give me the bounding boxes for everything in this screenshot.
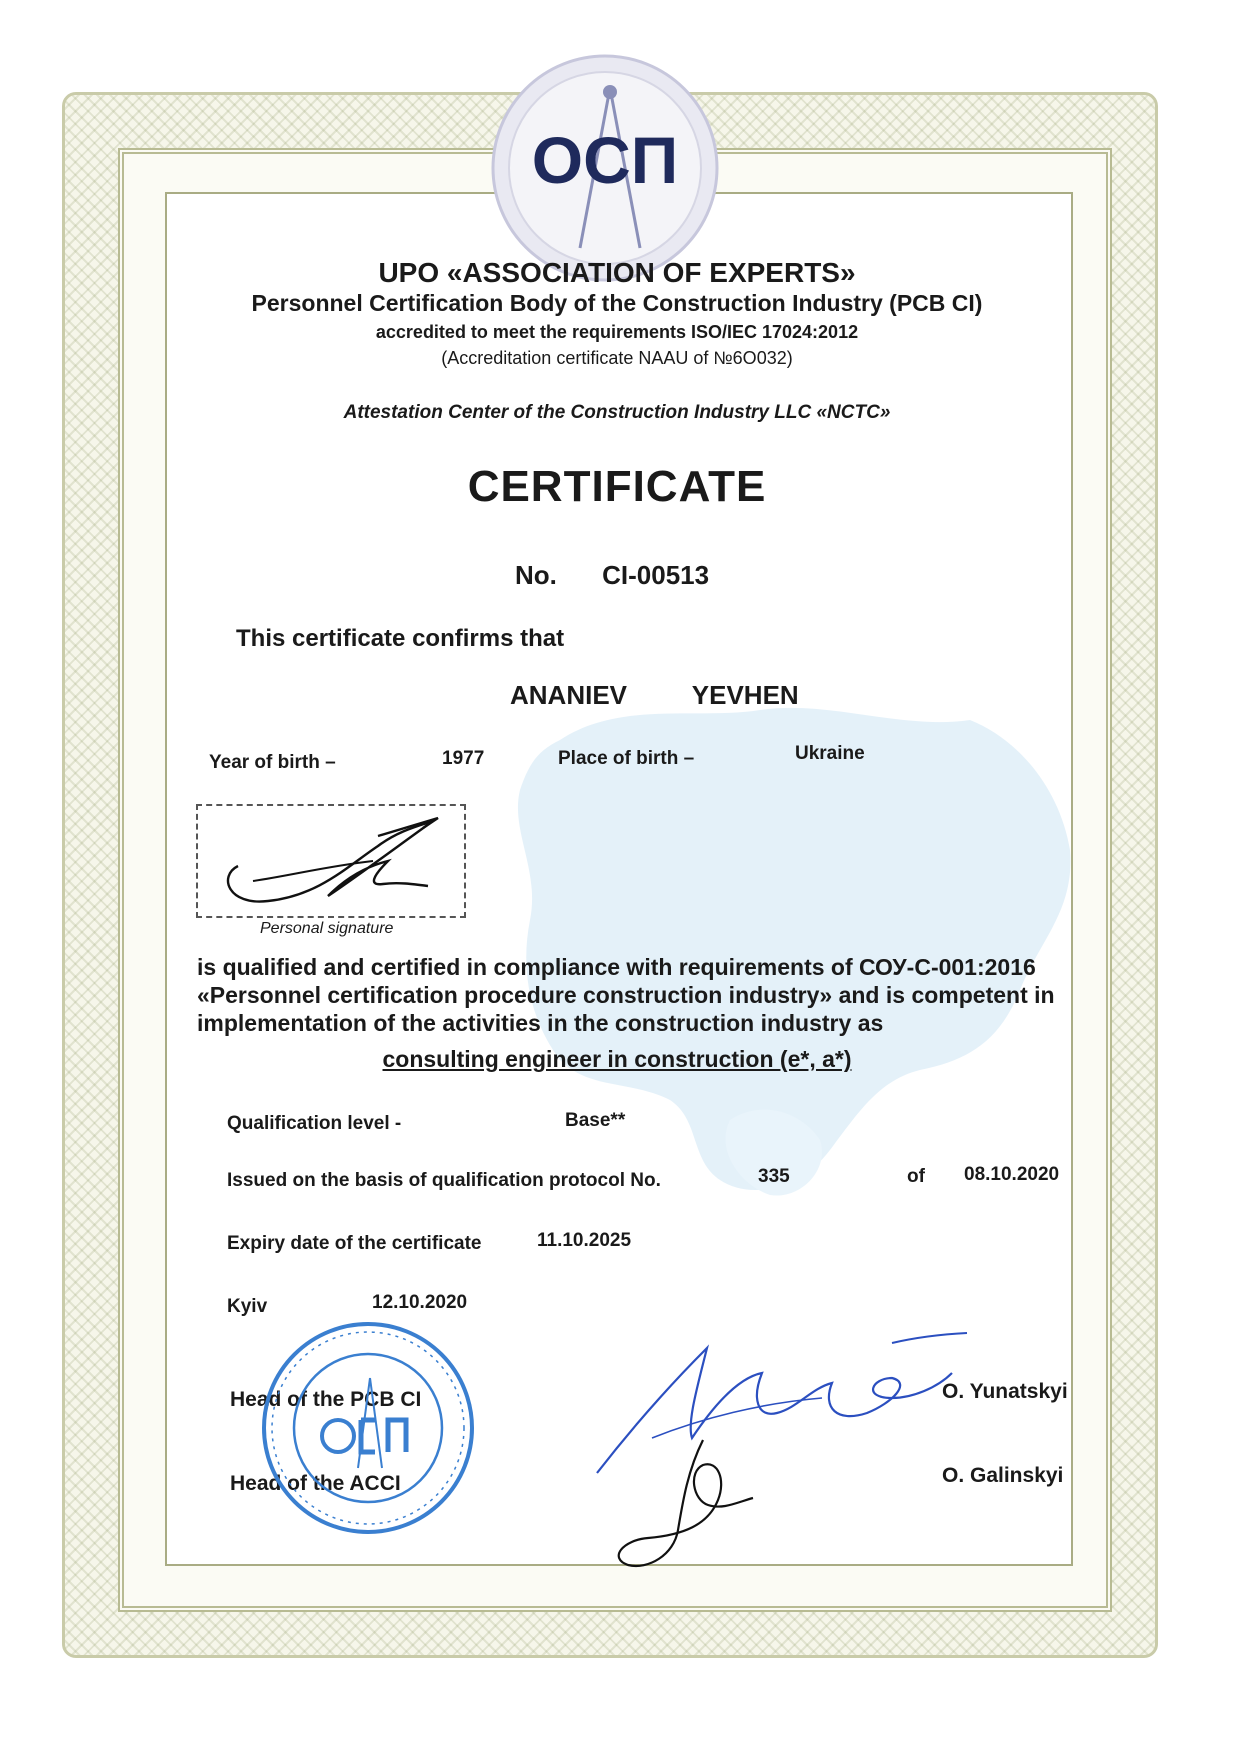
ocp-logo xyxy=(485,48,725,288)
official-stamp xyxy=(258,1318,478,1538)
protocol-of-label: of xyxy=(907,1166,925,1187)
place-of-birth-label: Place of birth – xyxy=(558,748,695,769)
expiry-date: 11.10.2025 xyxy=(537,1230,632,1251)
attestation-center: Attestation Center of the Construction Industry LLC «NCTC» xyxy=(343,402,891,423)
qualification-level-value: Base** xyxy=(565,1110,626,1131)
accreditation-line: accredited to meet the requirements ISO/IEC 17024:2012 xyxy=(375,322,859,342)
personal-signature-box xyxy=(196,804,466,918)
protocol-date: 08.10.2020 xyxy=(964,1164,1060,1185)
protocol-number: 335 xyxy=(758,1166,790,1187)
certificate-number-label: No. xyxy=(515,560,557,590)
year-of-birth-label: Year of birth – xyxy=(209,752,336,773)
qualification-level-label: Qualification level - xyxy=(227,1113,402,1134)
statement-line-3: implementation of the activities in the construction industry as xyxy=(197,1010,884,1036)
place-of-birth-value: Ukraine xyxy=(795,743,865,764)
head-acci-name: O. Galinskyi xyxy=(942,1464,1064,1487)
issue-date: 12.10.2020 xyxy=(372,1292,468,1313)
year-of-birth-value: 1977 xyxy=(442,748,485,769)
head-pcb-name: O. Yunatskyi xyxy=(942,1380,1068,1403)
accreditation-certificate: (Accreditation certificate NAAU of №6О032) xyxy=(441,348,793,368)
issue-city: Kyiv xyxy=(227,1296,268,1317)
activity-title: consulting engineer in construction (e*, a*) xyxy=(382,1046,852,1072)
activity-line xyxy=(165,1046,1069,1073)
expiry-label: Expiry date of the certificate xyxy=(227,1233,482,1254)
head-acci-signature xyxy=(608,1430,768,1580)
logo-text: ОСП xyxy=(531,123,679,197)
holder-name xyxy=(510,680,799,711)
holder-last-name: ANANIEV xyxy=(510,680,628,710)
qualification-statement xyxy=(197,953,1077,1037)
personal-signature-caption: Personal signature xyxy=(260,920,394,937)
certificate-number-line xyxy=(515,560,709,591)
personal-signature xyxy=(198,806,464,916)
certification-body-name: Personnel Certification Body of the Construction Industry (PCB CI) xyxy=(251,290,983,316)
protocol-label: Issued on the basis of qualification protocol No. xyxy=(227,1170,661,1191)
statement-line-1: is qualified and certified in compliance with requirements of СОУ-С-001:2016 xyxy=(197,954,1036,980)
holder-first-name: YEVHEN xyxy=(691,680,799,710)
statement-line-2: «Personnel certification procedure construction industry» and is competent in xyxy=(197,982,1055,1008)
head-acci-label: Head of the ACCI xyxy=(230,1472,401,1495)
head-pcb-label: Head of the PCB CI xyxy=(230,1388,422,1411)
org-name: UPO «ASSOCIATION OF EXPERTS» xyxy=(378,257,856,288)
certificate-title: CERTIFICATE xyxy=(467,462,767,511)
certificate-number: CI-00513 xyxy=(602,560,710,590)
confirms-text: This certificate confirms that xyxy=(236,625,565,652)
